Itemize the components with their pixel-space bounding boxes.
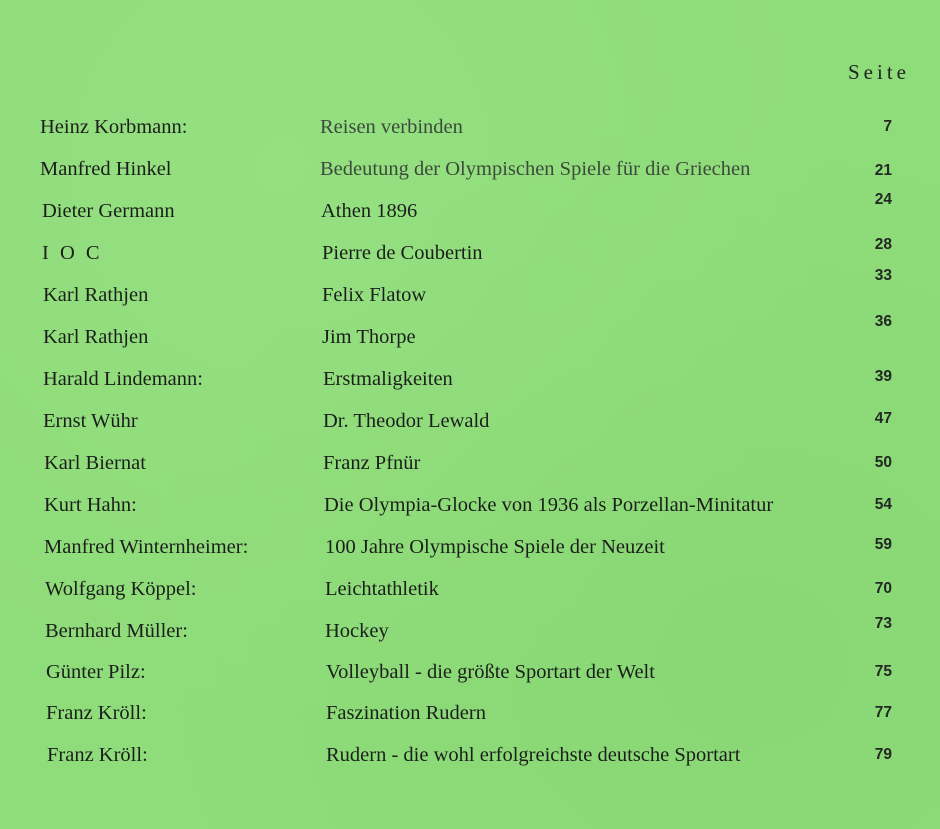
toc-entry [0,267,940,314]
toc-entry [0,494,940,524]
entry-title: Bedeutung der Olympischen Spiele für die Griechen [320,158,751,180]
entry-author: Franz Kröll: [46,702,147,724]
entry-author: I O C [42,242,103,264]
entry-title: Jim Thorpe [322,326,416,348]
entry-page-number: 47 [874,410,892,427]
toc-entry [0,368,940,398]
entry-title: Pierre de Coubertin [322,242,483,264]
entry-author: Ernst Wühr [43,410,138,432]
entry-title: Rudern - die wohl erfolgreichste deutsche Sportart [326,744,741,766]
entry-page-number: 28 [874,236,892,253]
entry-title: Die Olympia-Glocke von 1936 als Porzellan-Minitatur [324,494,774,516]
entry-author: Heinz Korbmann: [40,116,188,138]
toc-entry [0,615,940,650]
entry-author: Bernhard Müller: [45,620,188,642]
entry-author: Wolfgang Köppel: [45,578,197,600]
entry-page-number: 50 [874,454,892,471]
entry-page-number: 54 [874,496,892,513]
entry-page-number: 75 [874,663,892,680]
entry-author: Harald Lindemann: [43,368,203,390]
entry-title: Hockey [325,620,389,642]
toc-entry [0,744,940,774]
entry-author: Karl Biernat [44,452,146,474]
toc-entry [0,661,940,691]
entry-title: 100 Jahre Olympische Spiele der Neuzeit [325,536,665,558]
entry-page-number: 33 [874,267,892,284]
entry-title: Leichtathletik [325,578,439,600]
entry-author: Franz Kröll: [47,744,148,766]
entry-page-number: 73 [874,615,892,632]
toc-entry [0,578,940,608]
entry-author: Kurt Hahn: [44,494,137,516]
entry-page-number: 39 [874,368,892,385]
entry-author: Karl Rathjen [43,284,149,306]
entry-author: Manfred Hinkel [40,158,172,180]
toc-entry [0,313,940,356]
entry-page-number: 24 [874,191,892,208]
entry-page-number: 59 [874,536,892,553]
entry-title: Erstmaligkeiten [323,368,453,390]
page-column-header: Seite [848,60,910,84]
toc-entry [0,702,940,732]
entry-author: Manfred Winternheimer: [44,536,249,558]
entry-title: Felix Flatow [322,284,427,306]
entry-page-number: 21 [874,162,892,179]
entry-title: Franz Pfnür [323,452,421,474]
entry-title: Volleyball - die größte Sportart der Welt [326,661,655,683]
toc-entry [0,452,940,482]
entry-page-number: 7 [883,118,892,135]
entry-page-number: 79 [874,746,892,763]
entry-title: Dr. Theodor Lewald [323,410,490,432]
entry-page-number: 70 [874,580,892,597]
toc-entry [0,536,940,566]
entry-author: Karl Rathjen [43,326,149,348]
entry-title: Faszination Rudern [326,702,486,724]
entry-page-number: 36 [874,313,892,330]
entry-title: Reisen verbinden [320,116,463,138]
entry-page-number: 77 [874,704,892,721]
entry-author: Günter Pilz: [46,661,146,683]
toc-entry [0,158,940,188]
toc-entry [0,191,940,230]
toc-entry [0,116,940,146]
entry-title: Athen 1896 [321,200,418,222]
toc-entry [0,410,940,440]
entry-author: Dieter Germann [42,200,175,222]
toc-entry [0,236,940,272]
